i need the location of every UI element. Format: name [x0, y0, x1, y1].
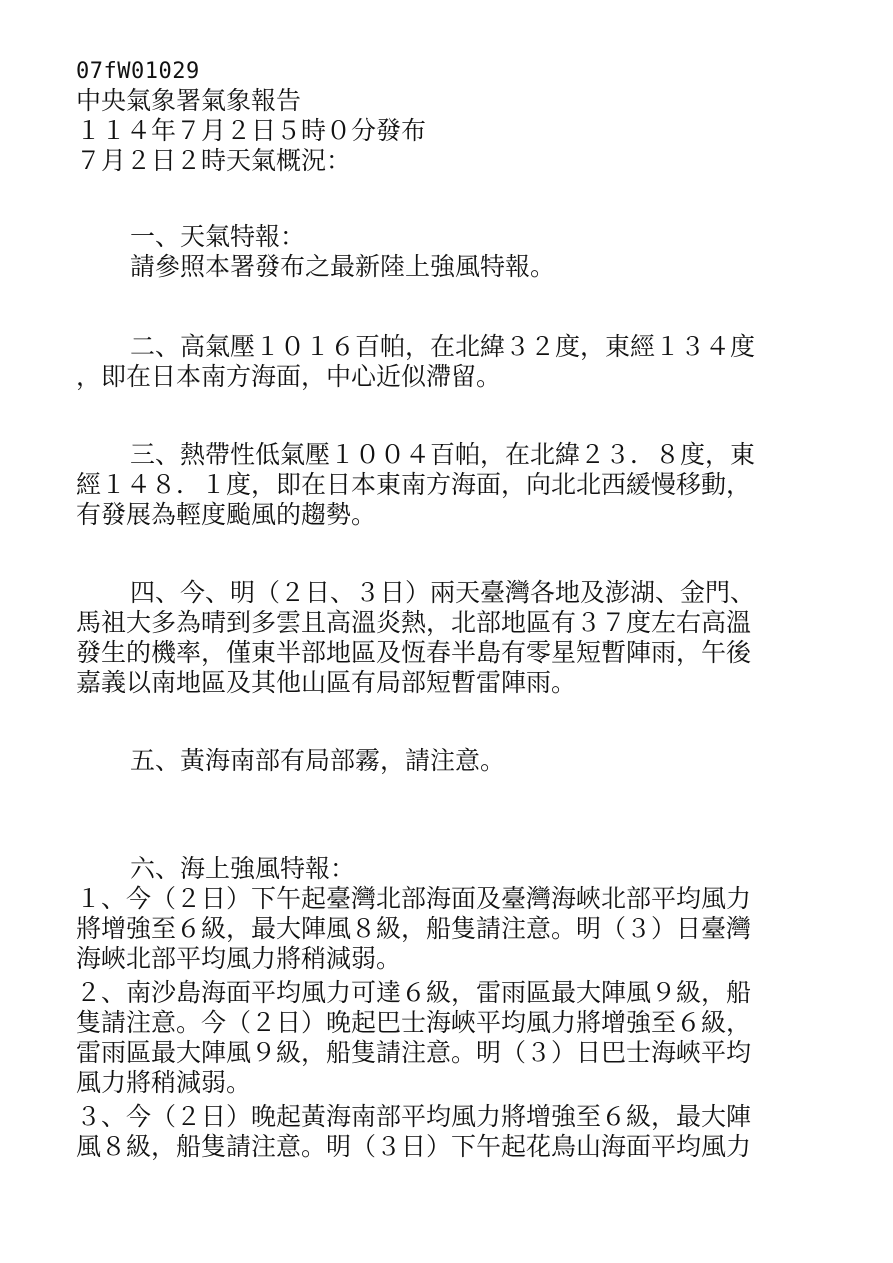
weather-report-document [76, 58, 816, 1162]
section-5-line: 五、黃海南部有局部霧，請注意。 [130, 746, 506, 775]
section-5 [76, 746, 816, 776]
sea-wind-item-line: 將增強至６級，最大陣風８級，船隻請注意。明（３）日臺灣 [76, 914, 752, 943]
section-4-line: 四、今、明（２日、３日）兩天臺灣各地及澎湖、金門、 [130, 578, 756, 607]
section-1-text: 請參照本署發布之最新陸上強風特報。 [130, 252, 556, 281]
section-4-line: 嘉義以南地區及其他山區有局部短暫雷陣雨。 [76, 668, 577, 697]
sea-wind-item-line: 風８級，船隻請注意。明（３日）下午起花鳥山海面平均風力 [76, 1132, 752, 1161]
section-2-line: 二、高氣壓１０１６百帕，在北緯３２度，東經１３４度 [130, 332, 756, 361]
sea-wind-item-line: ３、今（２日）晚起黃海南部平均風力將增強至６級，最大陣 [76, 1102, 752, 1131]
section-3-line: 經１４８．１度，即在日本東南方海面，向北北西緩慢移動， [76, 470, 752, 499]
section-4-line: 發生的機率，僅東半部地區及恆春半島有零星短暫陣雨，午後 [76, 638, 752, 667]
section-4 [76, 578, 816, 698]
sea-wind-item-2 [76, 978, 816, 1098]
section-2-line: ，即在日本南方海面，中心近似滯留。 [76, 362, 502, 391]
section-1-title: 一、天氣特報： [130, 222, 306, 251]
spacer [76, 776, 816, 854]
spacer [76, 282, 816, 332]
section-3-line: 有發展為輕度颱風的趨勢。 [76, 500, 377, 529]
section-4-line: 馬祖大多為晴到多雲且高溫炎熱，北部地區有３７度左右高溫 [76, 608, 752, 637]
section-1 [76, 222, 816, 282]
sea-wind-item-line: 風力將稍減弱。 [76, 1068, 252, 1097]
sea-wind-item-3 [76, 1102, 816, 1162]
sea-wind-item-1 [76, 884, 816, 974]
sea-wind-item-line: 雷雨區最大陣風９級，船隻請注意。明（３）日巴士海峽平均 [76, 1038, 752, 1067]
section-6 [76, 854, 816, 1162]
spacer [76, 698, 816, 746]
spacer [76, 176, 816, 222]
report-overview-heading: ７月２日２時天氣概況： [76, 146, 352, 175]
section-2 [76, 332, 816, 392]
sea-wind-item-line: １、今（２日）下午起臺灣北部海面及臺灣海峽北部平均風力 [76, 884, 752, 913]
section-3 [76, 440, 816, 530]
section-6-title: 六、海上強風特報： [130, 854, 356, 883]
report-id: 07fW01029 [76, 59, 200, 84]
sea-wind-item-line: 海峽北部平均風力將稍減弱。 [76, 944, 402, 973]
sea-wind-item-line: ２、南沙島海面平均風力可達６級，雷雨區最大陣風９級，船 [76, 978, 752, 1007]
sea-wind-item-line: 隻請注意。今（２日）晚起巴士海峽平均風力將增強至６級， [76, 1008, 752, 1037]
section-3-line: 三、熱帶性低氣壓１００４百帕，在北緯２３．８度，東 [130, 440, 756, 469]
spacer [76, 530, 816, 578]
spacer [76, 392, 816, 440]
report-agency: 中央氣象署氣象報告 [76, 86, 302, 115]
report-issued-time: １１４年７月２日５時０分發布 [76, 116, 427, 145]
